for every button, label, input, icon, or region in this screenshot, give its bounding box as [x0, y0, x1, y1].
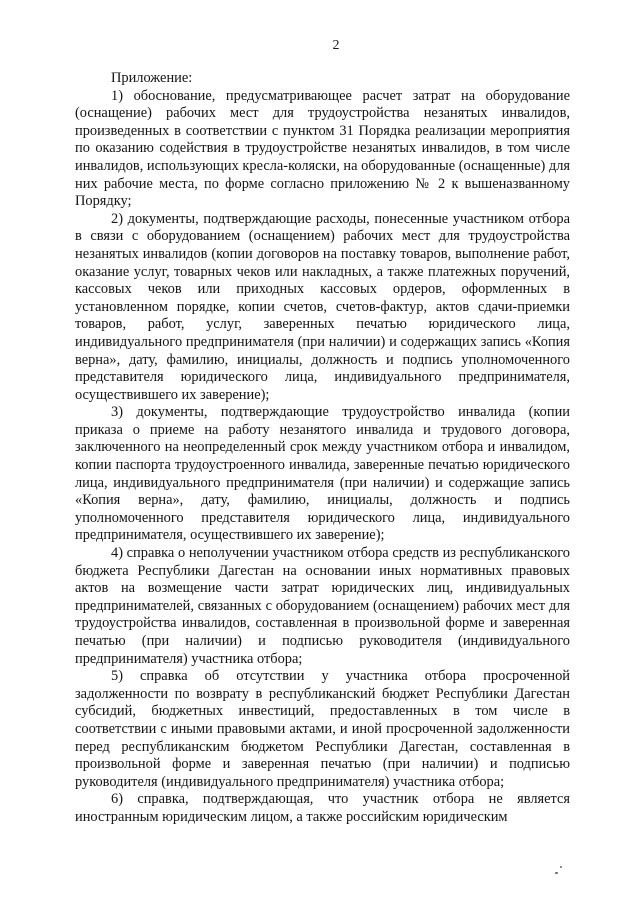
list-item: 6) справка, подтверждающая, что участник отбора не является иностранным юридическим лицом, а также российским юридическим: [75, 791, 570, 825]
list-item: 1) обоснование, предусматривающее расчет затрат на оборудование (оснащение) рабочих мест для трудоустройства незанятых инвалидов, произведенных в соответствии с пунктом 31 Порядка реализации мероприятия по оказанию содействия в трудоустройстве незанятых инвалидов, в том числе инвалидов, использующих кресла-коляски, на оборудованные (оснащенные) для них рабочие места, по форме согласно приложению № 2 к вышеназванному Порядку;: [75, 87, 570, 210]
scan-speck: [560, 866, 562, 868]
attachment-heading: Приложение:: [111, 70, 193, 86]
page-number: 2: [332, 38, 340, 53]
list-item: 4) справка о неполучении участником отбора средств из республиканского бюджета Республики Дагестан на основании иных нормативных правовых актов на возмещение части затрат юридических лиц, индивидуальных предпринимателей, связанных с оборудованием (оснащением) рабочих мест для трудоустройства инвалидов, составленная в произвольной форме и заверенная печатью (при наличии) и подписью руководителя (индивидуального предпринимателя) участника отбора;: [75, 545, 570, 667]
list-item: 3) документы, подтверждающие трудоустройство инвалида (копии приказа о приеме на работу незанятого инвалида и трудового договора, заключенного на неопределенный срок между участником отбора и инвалидом, копии паспорта трудоустроенного инвалида, заверенные печатью юридического лица, индивидуального предпринимателя (при наличии) и содержащие запись «Копия верна», дату, фамилию, инициалы, должность и подпись уполномоченного представителя юридического лица, индивидуального предпринимателя, осуществившего их заверение);: [75, 404, 570, 544]
document-body: [75, 70, 570, 827]
scan-speck: [555, 872, 558, 874]
list-item: 2) документы, подтверждающие расходы, понесенные участником отбора в связи с оборудованием (оснащением) рабочих мест для трудоустройства незанятых инвалидов (копии договоров на поставку товаров, выполнение работ, оказание услуг, товарных чеков или накладных, а также платежных поручений, кассовых чеков или приходных кассовых ордеров, оформленных в установленном порядке, копии счетов, счетов-фактур, актов сдачи-приемки товаров, работ, услуг, заверенных печатью юридического лица, индивидуального предпринимателя (при наличии) и содержащих запись «Копия верна», дату, фамилию, инициалы, должность и подпись уполномоченного представителя юридического лица, индивидуального предпринимателя, осуществившего их заверение);: [75, 210, 570, 403]
list-item: 5) справка об отсутствии у участника отбора просроченной задолженности по возврату в республиканский бюджет Республики Дагестан субсидий, бюджетных инвестиций, предоставленных в том числе в соответствии с иными правовыми актами, и иной просроченной задолженности перед республиканским бюджетом Республики Дагестан, составленная в произвольной форме и заверенная печатью (при наличии) и подписью руководителя (индивидуального предпринимателя) участника отбора;: [75, 668, 570, 790]
